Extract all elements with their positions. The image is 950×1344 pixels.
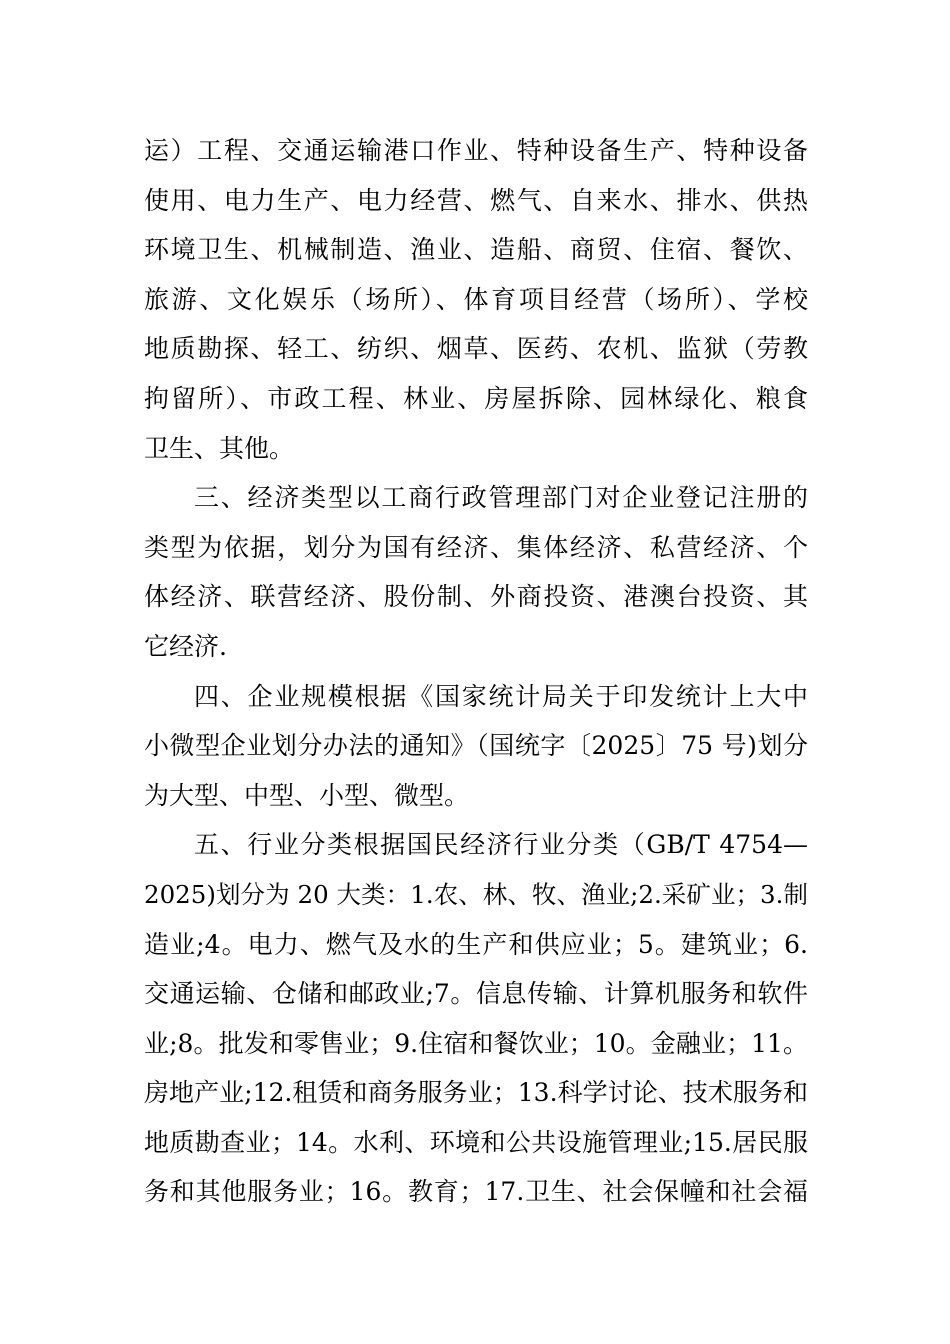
text-line: 它经济. xyxy=(144,631,227,661)
text-line: 体经济、联营经济、股份制、外商投资、港澳台投资、其 xyxy=(144,582,808,612)
text-line: 运）工程、交通运输港口作业、特种设备生产、特种设备 xyxy=(144,136,808,165)
text-line: 使用、电力生产、电力经营、燃气、自来水、排水、供热 xyxy=(144,185,808,215)
text-line: 为大型、中型、小型、微型。 xyxy=(144,780,470,810)
text-line: 类型为依据，划分为国有经济、集体经济、私营经济、个 xyxy=(144,532,808,562)
text-line: 业;8。批发和零售业；9.住宿和餐饮业；10。金融业；11。 xyxy=(144,1028,808,1058)
text-line: 地质勘查业；14。水利、环境和公共设施管理业;15.居民服 xyxy=(144,1127,808,1157)
document-body xyxy=(144,126,808,1217)
text-line: 地质勘探、轻工、纺织、烟草、医药、农机、监狱（劳教 xyxy=(144,334,808,364)
text-line: 务和其他服务业；16。教育；17.卫生、社会保幢和社会福 xyxy=(144,1177,808,1207)
text-line: 环境卫生、机械制造、渔业、造船、商贸、住宿、餐饮、 xyxy=(144,235,808,265)
text-line: 2025)划分为 20 大类：1.农、林、牧、渔业;2.采矿业；3.制 xyxy=(144,879,808,909)
text-line: 五、行业分类根据国民经济行业分类（GB/T 4754— xyxy=(194,830,808,860)
text-line: 四、企业规模根据《国家统计局关于印发统计上大中 xyxy=(194,681,808,711)
text-line: 交通运输、仓储和邮政业;7。信息传输、计算机服务和软件 xyxy=(144,979,808,1009)
text-line: 造业;4。电力、燃气及水的生产和供应业；5。建筑业；6. xyxy=(144,929,808,959)
text-line: 旅游、文化娱乐（场所）、体育项目经营（场所）、学校 xyxy=(144,284,808,314)
text-line: 三、经济类型以工商行政管理部门对企业登记注册的 xyxy=(194,483,808,513)
text-line: 小微型企业划分办法的通知》（国统字〔2025〕75 号)划分 xyxy=(144,731,808,761)
text-line: 房地产业;12.租赁和商务服务业；13.科学讨论、技术服务和 xyxy=(144,1078,808,1108)
text-line: 拘留所）、市政工程、林业、房屋拆除、园林绿化、粮食 xyxy=(144,383,808,413)
text-line: 卫生、其他。 xyxy=(144,433,295,463)
